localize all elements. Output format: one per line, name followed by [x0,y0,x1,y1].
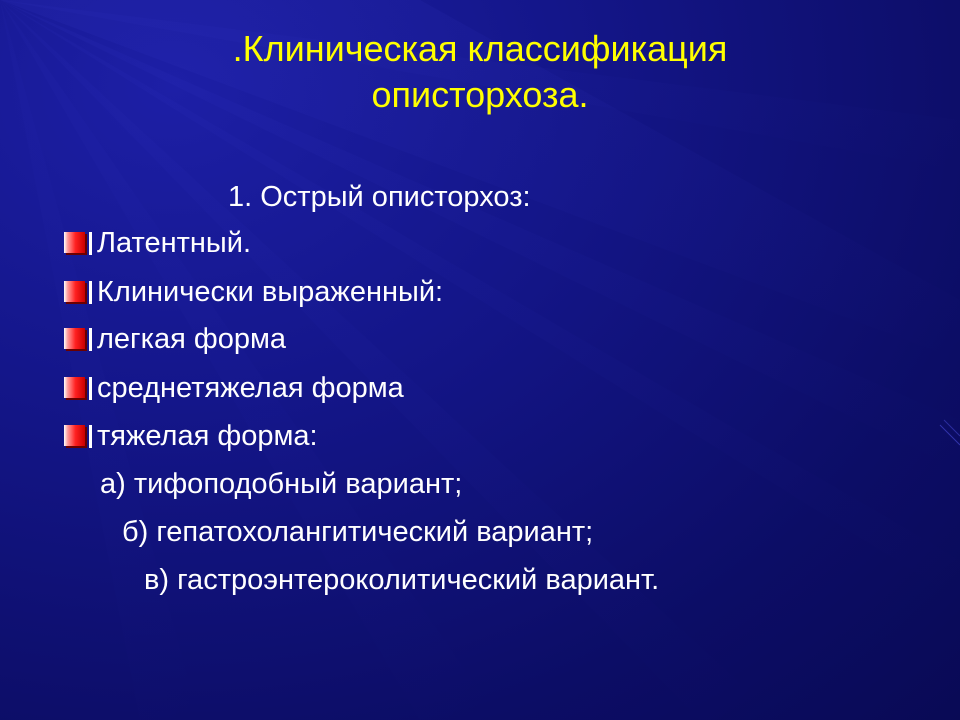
title-line-1: .Клиническая классификация [232,28,728,69]
title-line-2: описторхоза. [371,74,589,115]
slide-title [80,26,880,118]
subheading: 1. Острый описторхоз: [228,181,531,213]
bullet-label: легкая форма [97,323,287,355]
bullet-bar [89,377,92,400]
bullet-square-icon [64,232,85,253]
bullet-label: Латентный. [97,227,252,259]
bullet-square-icon [64,328,85,349]
bullet-label: Клинически выраженный: [97,276,444,308]
bullet-square-icon [64,425,85,446]
bullet-bar [89,281,92,304]
bullet-square-icon [64,377,85,398]
bullet-label: тяжелая форма: [97,420,318,452]
bullet-square-icon [64,281,85,302]
bullet-label: среднетяжелая форма [97,372,404,404]
variant-item-a: а) тифоподобный вариант; [100,468,463,500]
variant-item-b: б) гепатохолангитический вариант; [122,516,594,548]
bullet-bar [89,328,92,351]
bullet-bar [89,232,92,255]
variant-item-c: в) гастроэнтероколитический вариант. [144,564,660,596]
bullet-bar [89,425,92,448]
